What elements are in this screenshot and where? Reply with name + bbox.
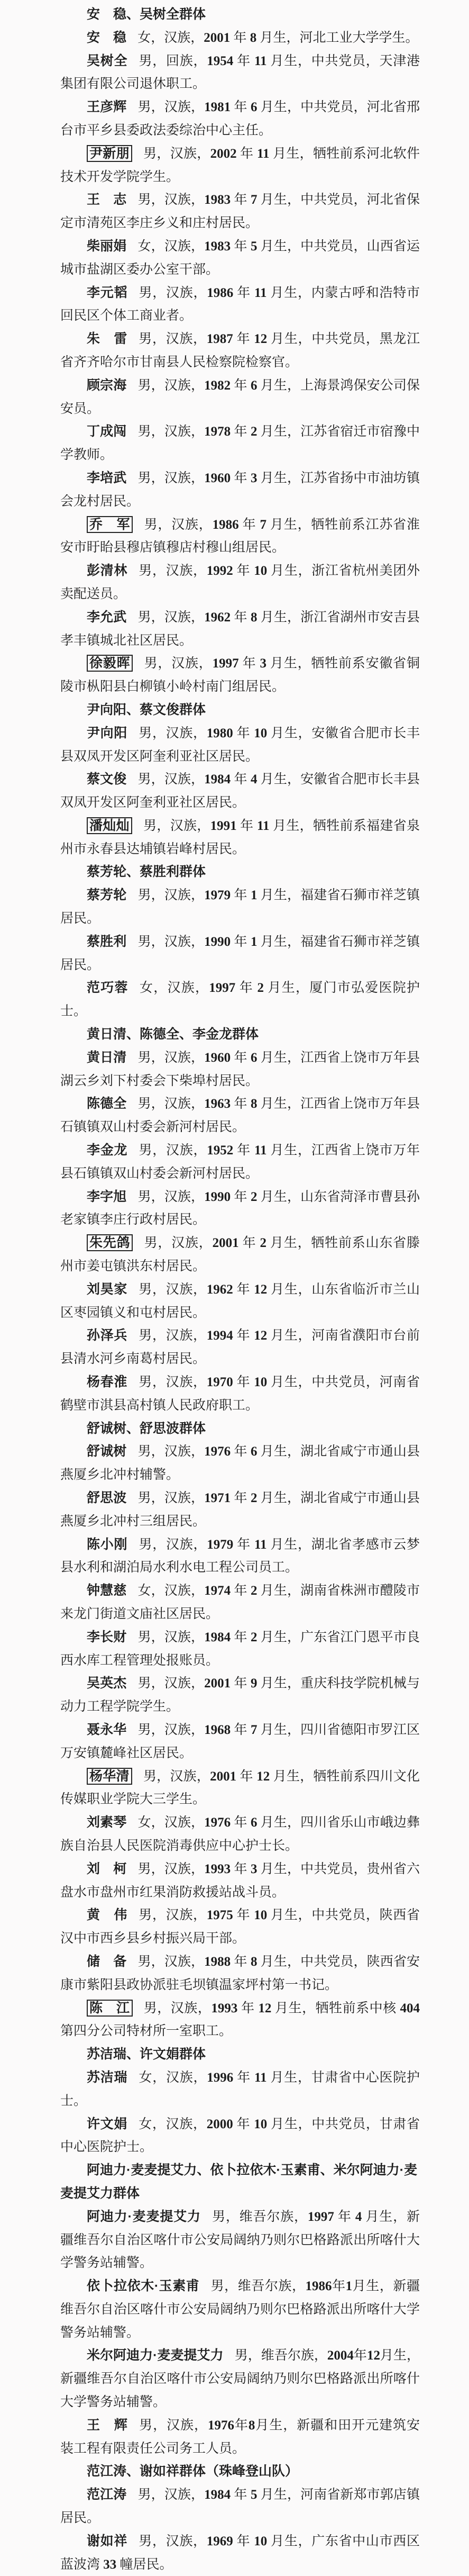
person-entry bbox=[60, 1440, 420, 1487]
person-entry bbox=[60, 1371, 420, 1417]
person-name: 顾宗海 bbox=[87, 377, 127, 393]
person-entry bbox=[60, 374, 420, 421]
person-details: 女，汉族，2001 年 8 月生，河北工业大学学生。 bbox=[137, 30, 419, 45]
person-details: 男，维吾尔族，1986年1月生，新疆维吾尔自治区喀什市公安局阔纳乃则尔巴格路派出所喀什大学警务站辅警。 bbox=[60, 2279, 420, 2340]
person-name: 李字旭 bbox=[87, 1189, 127, 1204]
person-entry bbox=[60, 559, 420, 606]
person-entry bbox=[60, 815, 420, 861]
person-entry bbox=[60, 2113, 420, 2159]
person-details: 男，汉族，2002 年 11 月生，牺牲前系河北软件技术开发学院学生。 bbox=[60, 146, 420, 184]
person-entry bbox=[60, 1950, 420, 1997]
person-name: 米尔阿迪力·麦麦提艾力 bbox=[87, 2348, 224, 2363]
person-name: 储 备 bbox=[87, 1954, 127, 1969]
person-details: 女，汉族，2000 年 10 月生，中共党员，甘肃省中心医院护士。 bbox=[60, 2117, 420, 2155]
person-name: 聂永华 bbox=[87, 1722, 127, 1737]
person-name: 孙泽兵 bbox=[87, 1328, 128, 1343]
person-details: 男，汉族，1975 年 10 月生，中共党员，陕西省汉中市西乡县乡村振兴局干部。 bbox=[60, 1908, 420, 1946]
person-details: 男，汉族，1963 年 8 月生，江西省上饶市万年县石镇镇双山村委会新河村居民。 bbox=[60, 1097, 420, 1135]
person-entry bbox=[60, 884, 420, 930]
person-details: 男，汉族，1986 年 7 月生，牺牲前系江苏省淮安市盱眙县穆店镇穆店村穆山组居民。 bbox=[60, 517, 420, 555]
person-entry bbox=[60, 96, 420, 142]
person-entry bbox=[60, 513, 420, 560]
person-name: 彭清林 bbox=[87, 563, 128, 579]
person-name: 王 辉 bbox=[87, 2417, 128, 2433]
person-entry bbox=[60, 1487, 420, 1533]
group-heading: 蔡芳轮、蔡胜利群体 bbox=[87, 864, 206, 880]
person-details: 男，回族，1954 年 11 月生，中共党员，天津港集团有限公司退休职工。 bbox=[60, 53, 420, 92]
person-entry bbox=[60, 1186, 420, 1232]
person-details: 男，汉族，1993 年 12 月生，牺牲前系中核 404 第四分公司特材所一室职工。 bbox=[60, 2001, 420, 2039]
person-name: 尹向阳 bbox=[87, 725, 128, 740]
person-details: 男，汉族，1962 年 12 月生，山东省临沂市兰山区枣园镇义和屯村居民。 bbox=[60, 1282, 420, 1320]
person-entry bbox=[60, 1997, 420, 2044]
person-name: 舒思波 bbox=[87, 1490, 127, 1505]
person-details: 女，汉族，1974 年 2 月生，湖南省株洲市醴陵市来龙门街道文庙社区居民。 bbox=[60, 1584, 420, 1621]
person-name-memorial-box: 徐毅晖 bbox=[87, 655, 133, 672]
person-details: 男，汉族，1997 年 3 月生，牺牲前系安徽省铜陵市枞阳县白柳镇小岭村南门组居民。 bbox=[60, 656, 420, 694]
person-entry bbox=[60, 2414, 420, 2461]
person-details: 男，汉族，1982 年 6 月生，上海景鸿保安公司保安员。 bbox=[60, 378, 420, 416]
person-name: 阿迪力·麦麦提艾力 bbox=[87, 2209, 201, 2224]
person-name: 吴树全 bbox=[87, 53, 128, 68]
person-name: 王彦辉 bbox=[87, 100, 127, 115]
person-details: 男，汉族，1980 年 10 月生，安徽省合肥市长丰县双凤开发区阿奎利亚社区居民。 bbox=[60, 726, 420, 764]
person-details: 男，汉族，1987 年 12 月生，中共党员，黑龙江省齐齐哈尔市甘南县人民检察院检察官。 bbox=[60, 332, 420, 369]
group-heading: 尹向阳、蔡文俊群体 bbox=[87, 702, 206, 717]
person-name: 许文娟 bbox=[87, 2116, 128, 2131]
person-details: 男，汉族，1969 年 10 月生，广东省中山市西区蓝波湾 33 幢居民。 bbox=[60, 2534, 420, 2572]
person-name: 刘素琴 bbox=[87, 1815, 127, 1830]
person-name: 丁成闯 bbox=[87, 424, 127, 439]
person-name-memorial-box: 潘灿灿 bbox=[87, 817, 132, 834]
person-name: 陈德全 bbox=[87, 1096, 127, 1111]
person-name: 柴丽娟 bbox=[87, 238, 127, 254]
person-name: 黄日清 bbox=[87, 1050, 127, 1065]
person-details: 男，汉族，1991 年 11 月生，牺牲前系福建省泉州市永春县达埔镇岩峰村居民。 bbox=[60, 818, 420, 856]
person-name-memorial-box: 尹新朋 bbox=[87, 145, 132, 162]
person-entry bbox=[60, 1533, 420, 1580]
person-name: 依卜拉依木·玉素甫 bbox=[87, 2279, 200, 2294]
person-details: 男，汉族，1983 年 7 月生，中共党员，河北省保定市清苑区李庄乡义和庄村居民。 bbox=[60, 193, 420, 231]
person-details: 男，汉族，1960 年 6 月生，江西省上饶市万年县湖云乡刘下村委会下柴埠村居民。 bbox=[60, 1050, 420, 1088]
document-page bbox=[60, 0, 420, 2576]
person-name: 范巧蓉 bbox=[87, 980, 128, 996]
person-name: 范江涛 bbox=[87, 2487, 127, 2502]
person-name: 王 志 bbox=[87, 192, 127, 207]
person-details: 男，维吾尔族，2004年12月生，新疆维吾尔自治区喀什市公安局阔纳乃则尔巴格路派出所喀什大学警务站辅警。 bbox=[60, 2348, 420, 2410]
person-details: 男，汉族，1952 年 11 月生，江西省上饶市万年县石镇镇双山村委会新河村居民。 bbox=[60, 1143, 420, 1181]
person-details: 男，汉族，1962 年 8 月生，浙江省湖州市安吉县孝丰镇城北社区居民。 bbox=[60, 610, 420, 648]
person-name: 钟慧慈 bbox=[87, 1583, 127, 1598]
group-heading: 苏洁瑞、许文娟群体 bbox=[87, 2047, 206, 2062]
person-name: 蔡胜利 bbox=[87, 934, 127, 949]
person-name: 杨春淮 bbox=[87, 1375, 128, 1390]
person-name: 李长财 bbox=[87, 1629, 127, 1644]
person-entry bbox=[60, 467, 420, 513]
person-name: 吴英杰 bbox=[87, 1676, 127, 1691]
person-details: 女，汉族，1996 年 11 月生，甘肃省中心医院护士。 bbox=[60, 2070, 420, 2108]
group-heading: 范江涛、谢如祥群体（珠峰登山队） bbox=[87, 2464, 299, 2479]
person-name: 舒诚树 bbox=[87, 1444, 127, 1459]
group-heading: 黄日清、陈德全、李金龙群体 bbox=[87, 1027, 259, 1042]
person-name-memorial-box: 杨华清 bbox=[87, 1768, 132, 1785]
person-entry bbox=[60, 1324, 420, 1371]
person-name: 李允武 bbox=[87, 609, 127, 625]
group-heading: 阿迪力·麦麦提艾力、依卜拉依木·玉素甫、米尔阿迪力·麦麦提艾力群体 bbox=[60, 2163, 417, 2201]
person-name: 黄 伟 bbox=[87, 1908, 128, 1923]
person-details: 男，汉族，2001 年 12 月生，牺牲前系四川文化传媒职业学院大三学生。 bbox=[60, 1769, 420, 1807]
person-details: 男，汉族，2001 年 2 月生，牺牲前系山东省滕州市姜屯镇洪东村居民。 bbox=[60, 1236, 420, 1274]
person-entry bbox=[60, 1626, 420, 1673]
person-entry bbox=[60, 652, 420, 699]
person-details: 男，汉族，2001 年 9 月生，重庆科技学院机械与动力工程学院学生。 bbox=[60, 1676, 420, 1714]
person-name: 苏洁瑞 bbox=[87, 2069, 128, 2085]
person-entry bbox=[60, 1765, 420, 1812]
person-details: 男，维吾尔族，1997 年 4 月生，新疆维吾尔自治区喀什市公安局阔纳乃则尔巴格路派出所喀什大学警务站辅警。 bbox=[60, 2209, 420, 2271]
person-entry bbox=[60, 768, 420, 815]
person-details: 男，汉族，1992 年 10 月生，浙江省杭州美团外卖配送员。 bbox=[60, 564, 420, 601]
group-heading: 舒诚树、舒思波群体 bbox=[87, 1421, 206, 1436]
person-entry bbox=[60, 282, 420, 328]
person-entry bbox=[60, 722, 420, 769]
person-details: 男，汉族，1971 年 2 月生，湖北省咸宁市通山县燕厦乡北冲村三组居民。 bbox=[60, 1491, 420, 1529]
person-entry bbox=[60, 2066, 420, 2113]
person-name: 李培武 bbox=[87, 470, 127, 485]
person-name: 李元韬 bbox=[87, 285, 128, 300]
person-entry bbox=[60, 1811, 420, 1858]
person-details: 男，汉族，1976年8月生，新疆和田开元建筑安装工程有限责任公司务工人员。 bbox=[60, 2418, 420, 2456]
person-name: 蔡芳轮 bbox=[87, 888, 127, 903]
person-name: 刘昊家 bbox=[87, 1281, 128, 1297]
person-entry bbox=[60, 188, 420, 235]
person-details: 男，汉族，1984 年 5 月生，河南省新郑市郭店镇居民。 bbox=[60, 2488, 420, 2526]
person-entry bbox=[60, 1579, 420, 1626]
person-details: 男，汉族，1986 年 11 月生，内蒙古呼和浩特市回民区个体工商业者。 bbox=[60, 285, 420, 323]
person-entry bbox=[60, 2530, 420, 2576]
person-entry bbox=[60, 977, 420, 1023]
person-name: 蔡文俊 bbox=[87, 772, 127, 787]
person-entry bbox=[60, 1858, 420, 1904]
person-details: 男，汉族，1990 年 2 月生，山东省菏泽市曹县孙老家镇李庄行政村居民。 bbox=[60, 1189, 420, 1227]
person-entry bbox=[60, 930, 420, 977]
person-details: 男，汉族，1984 年 2 月生，广东省江门恩平市良西水库工程管理处报账员。 bbox=[60, 1630, 420, 1668]
person-name-memorial-box: 朱先鸽 bbox=[87, 1234, 133, 1251]
person-entry bbox=[60, 1278, 420, 1325]
person-details: 男，汉族，1981 年 6 月生，中共党员，河北省邢台市平乡县委政法委综治中心主任。 bbox=[60, 100, 420, 138]
person-entry bbox=[60, 420, 420, 467]
person-entry bbox=[60, 606, 420, 653]
person-details: 女，汉族，1983 年 5 月生，中共党员，山西省运城市盐湖区委办公室干部。 bbox=[60, 239, 420, 277]
person-name-memorial-box: 乔 军 bbox=[87, 516, 133, 533]
person-entry bbox=[60, 2206, 420, 2275]
person-details: 男，汉族，1978 年 2 月生，江苏省宿迁市宿豫中学教师。 bbox=[60, 424, 420, 463]
person-name: 陈小刚 bbox=[87, 1536, 128, 1552]
person-entry bbox=[60, 2483, 420, 2530]
person-entry bbox=[60, 1672, 420, 1719]
person-entry bbox=[60, 1092, 420, 1139]
person-details: 男，汉族，1979 年 11 月生，湖北省孝感市云梦县水利和湖泊局水利水电工程公司员工。 bbox=[60, 1537, 420, 1575]
person-entry bbox=[60, 1046, 420, 1093]
person-name: 安 稳 bbox=[87, 30, 127, 45]
person-details: 男，汉族，1990 年 1 月生，福建省石狮市祥芝镇居民。 bbox=[60, 934, 420, 972]
person-name: 刘 柯 bbox=[87, 1861, 127, 1876]
person-entry bbox=[60, 50, 420, 96]
person-entry bbox=[60, 26, 420, 50]
person-details: 男，汉族，1984 年 4 月生，安徽省合肥市长丰县双凤开发区阿奎利亚社区居民。 bbox=[60, 772, 420, 810]
person-entry bbox=[60, 1719, 420, 1765]
person-name: 谢如祥 bbox=[87, 2533, 128, 2548]
person-entry bbox=[60, 1139, 420, 1186]
person-name: 朱 雷 bbox=[87, 331, 128, 347]
group-heading: 安 稳、吴树全群体 bbox=[87, 7, 206, 22]
person-details: 男，汉族，1988 年 8 月生，中共党员，陕西省安康市紫阳县政协派驻毛坝镇温家坪村第一书记。 bbox=[60, 1954, 420, 1992]
person-details: 男，汉族，1960 年 3 月生，江苏省扬中市油坊镇会龙村居民。 bbox=[60, 471, 420, 509]
person-entry bbox=[60, 328, 420, 374]
person-entry bbox=[60, 1904, 420, 1950]
person-details: 女，汉族，1997 年 2 月生，厦门市弘爱医院护士。 bbox=[60, 981, 420, 1019]
person-details: 男，汉族，1970 年 10 月生，中共党员，河南省鹤壁市淇县高村镇人民政府职工。 bbox=[60, 1375, 420, 1413]
person-entry bbox=[60, 235, 420, 282]
person-name: 李金龙 bbox=[87, 1143, 128, 1158]
person-details: 男，汉族，1968 年 7 月生，四川省德阳市罗江区万安镇麓峰社区居民。 bbox=[60, 1722, 420, 1760]
person-details: 男，汉族，1994 年 12 月生，河南省濮阳市台前县清水河乡南葛村居民。 bbox=[60, 1328, 420, 1367]
person-entry bbox=[60, 142, 420, 189]
person-details: 男，汉族，1993 年 3 月生，中共党员，贵州省六盘水市盘州市红果消防救援站战斗员。 bbox=[60, 1861, 420, 1900]
person-entry bbox=[60, 2275, 420, 2344]
person-name-memorial-box: 陈 江 bbox=[87, 2000, 133, 2017]
person-entry bbox=[60, 1232, 420, 1278]
person-entry bbox=[60, 2344, 420, 2414]
person-details: 女，汉族，1976 年 6 月生，四川省乐山市峨边彝族自治县人民医院消毒供应中心护士长。 bbox=[60, 1815, 420, 1853]
person-details: 男，汉族，1976 年 6 月生，湖北省咸宁市通山县燕厦乡北冲村辅警。 bbox=[60, 1444, 420, 1483]
person-details: 男，汉族，1979 年 1 月生，福建省石狮市祥芝镇居民。 bbox=[60, 888, 420, 926]
